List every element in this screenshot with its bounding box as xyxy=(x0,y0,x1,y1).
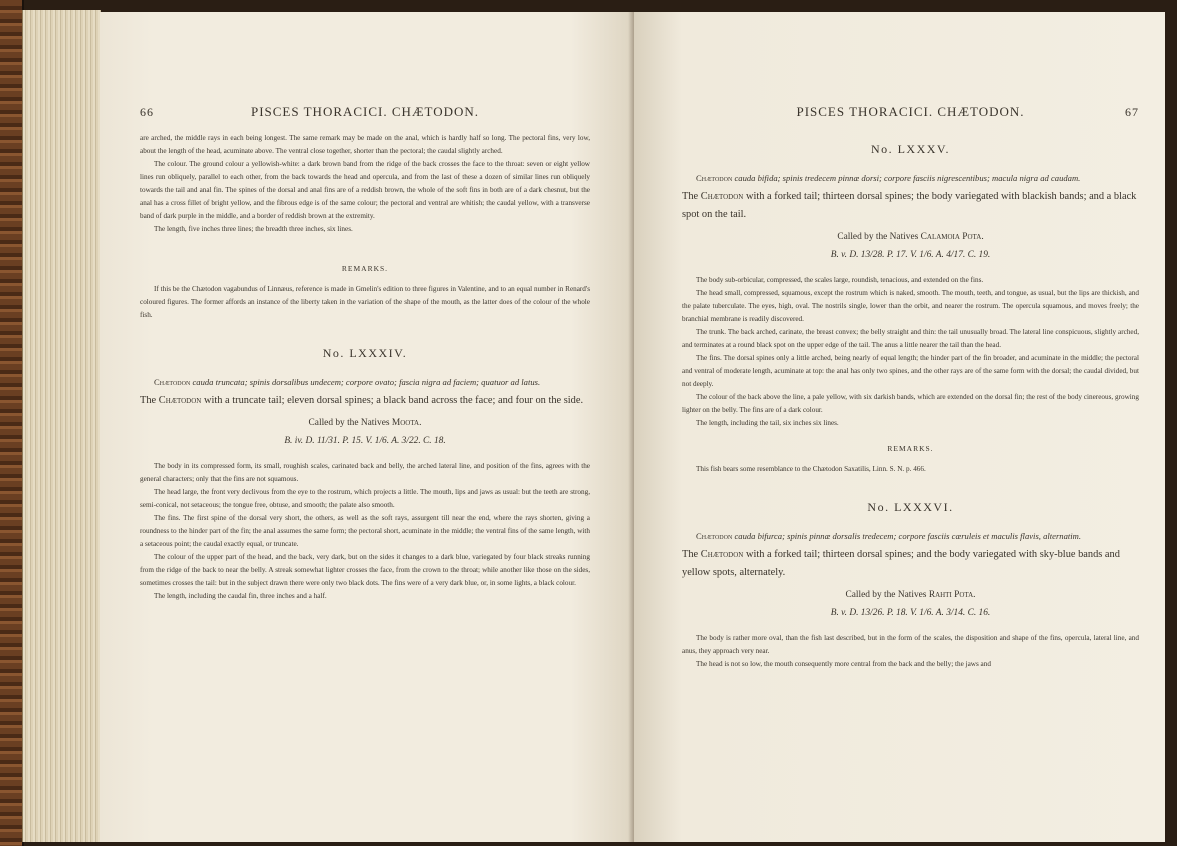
body-paragraph: The body is rather more oval, than the fish last described, but in the form of the scales, the disposition and shape of the fins, opercula, lateral line, and anus, they approach very near. xyxy=(682,634,1139,655)
species-number: No. LXXXV. xyxy=(870,142,951,156)
species-number: No. LXXXVI. xyxy=(867,500,954,514)
remarks-text: This fish bears some resemblance to the Chætodon Saxatilis, Linn. S. N. p. 466. xyxy=(696,465,926,473)
english-article: The xyxy=(682,191,699,202)
left-page xyxy=(100,12,634,842)
latin-description xyxy=(140,375,590,390)
english-article: The xyxy=(682,549,699,560)
latin-text: cauda truncata; spinis dorsalibus undecem; corpore ovato; fascia nigra ad faciem; quatuor ad latus. xyxy=(192,377,541,387)
english-genus: Chætodon xyxy=(700,549,744,560)
called-label: Called by the Natives xyxy=(837,232,919,242)
remarks-heading: REMARKS. xyxy=(341,264,389,273)
native-name-line xyxy=(140,414,590,432)
called-label: Called by the Natives xyxy=(308,418,390,428)
fins-paragraph: The fins. The dorsal spines only a little arched, being nearly of equal length; the hinder part of the fin broader, and acuminate in the middle; the pectoral and ventral of moderate length, acuminate at top: the anal has only two spines, and the other rays are of the same form with the dorsal; the caudal divided, but not deeply. xyxy=(682,354,1139,388)
continuation-paragraph: are arched, the middle rays in each being longest. The same remark may be made on the anal, which is hardly half so long. The pectoral fins, very low, about the length of the head, acuminate above. The ventral close together, shorter than the pectoral; the caudal slightly arched. xyxy=(140,134,590,155)
book-spine xyxy=(0,0,24,846)
called-label: Called by the Natives xyxy=(845,590,927,600)
native-name: Rahti Pota. xyxy=(928,590,976,600)
length-paragraph: The length, including the caudal fin, three inches and a half. xyxy=(154,592,327,600)
left-page-number: 66 xyxy=(140,105,154,119)
remarks-heading: REMARKS. xyxy=(887,444,934,453)
body-paragraph: The body sub-orbicular, compressed, the scales large, roundish, tenacious, and extended on the fins. xyxy=(696,276,984,284)
english-description xyxy=(140,392,590,410)
native-name-line xyxy=(682,586,1139,604)
latin-genus: Chætodon xyxy=(696,531,733,541)
english-description xyxy=(682,546,1139,582)
english-genus: Chætodon xyxy=(700,191,744,202)
head-paragraph: The head is not so low, the mouth consequently more central from the back and the belly; the jaws and xyxy=(696,660,991,668)
length-paragraph: The length, five inches three lines; the breadth three inches, six lines. xyxy=(154,225,353,233)
colour-paragraph: The colour. The ground colour a yellowish-white: a dark brown band from the ridge of the back crosses the face to the throat: seven or eight yellow lines run obliquely, parallel to each other, from the back towards the head and opercula, and from the last of these a dozen of similar lines run obliquely towards the tail and anal fin. The spines of the dorsal and anal fins are of a reddish brown, the whole of the soft fins in both are of a dark chesnut, but the anal has a cross fillet of bright yellow, and the fibrous edge is of the same colour; the pectoral and ventral are whitish; the caudal yellow, with a transverse band of dark purple in the middle, and a border of reddish brown at the extremity. xyxy=(140,160,590,220)
english-article: The xyxy=(140,395,157,406)
colour-paragraph: The colour of the upper part of the head, and the back, very dark, but on the sides it changes to a dark blue, variegated by four black streaks running from the ridge of the back to near the belly. A streak somewhat lighter crosses the face, from the crown to the throat; while another like those on the sides, sometimes crosses the tail: but in the subject drawn there were only two black dots. The fins were of a very dark blue, or, in some lights, a black colour. xyxy=(140,553,590,587)
native-name-line xyxy=(682,228,1139,246)
fin-formula: B. v. D. 13/28. P. 17. V. 1/6. A. 4/17. C. 19. xyxy=(830,250,991,260)
right-running-title: PISCES THORACICI. CHÆTODON. xyxy=(796,104,1025,119)
body-paragraph: The body in its compressed form, its small, roughish scales, carinated back and belly, the arched lateral line, and position of the fins, agrees with the general characters; only that the fins are not squamous. xyxy=(140,462,590,483)
english-text: with a truncate tail; eleven dorsal spines; a black band across the face; and four on the side. xyxy=(203,395,584,406)
fin-formula: B. v. D. 13/26. P. 18. V. 1/6. A. 3/14. C. 16. xyxy=(830,608,991,618)
english-text: with a forked tail; thirteen dorsal spines; the body variegated with blackish bands; and a black spot on the tail. xyxy=(682,191,1137,220)
remarks-text: If this be the Chætodon vagabundus of Linnæus, reference is made in Gmelin's edition to three figures in Valentine, and to an equal number in Renard's coloured figures. The former affords an instance of the liberty taken in the variation of the shape of the mouth, as the latter does of the colour of the whole fish. xyxy=(140,285,590,319)
head-paragraph: The head small, compressed, squamous, except the rostrum which is naked, smooth. The mouth, teeth, and tongue, as usual, but the lips are thickish, and the palate tuberculate. The eyes, high, oval. The nostrils single, lower than the orbit, and nearer the rostrum. The opercula squamous, and moves freely; the branchial membrane is readily discovered. xyxy=(682,289,1139,323)
length-paragraph: The length, including the tail, six inches six lines. xyxy=(696,419,839,427)
native-name: Moota. xyxy=(391,418,422,428)
latin-description xyxy=(682,171,1139,186)
left-running-head xyxy=(140,92,590,132)
latin-text: cauda bifurca; spinis pinnæ dorsalis tredecem; corpore fasciis cæruleis et maculis flavis, alternatim. xyxy=(734,531,1082,541)
species-number: No. LXXXIV. xyxy=(322,346,408,360)
latin-text: cauda bifida; spinis tredecem pinnæ dorsi; corpore fasciis nigrescentibus; macula nigra ad caudam. xyxy=(734,173,1081,183)
right-page xyxy=(634,12,1165,842)
right-page-number: 67 xyxy=(1125,105,1139,119)
fin-formula: B. iv. D. 11/31. P. 15. V. 1/6. A. 3/22. C. 18. xyxy=(284,436,446,446)
latin-description xyxy=(682,529,1139,544)
english-text: with a forked tail; thirteen dorsal spines; and the body variegated with sky-blue bands and yellow spots, alternately. xyxy=(682,549,1120,578)
latin-genus: Chætodon xyxy=(696,173,733,183)
native-name: Calamoia Pota. xyxy=(920,232,984,242)
head-paragraph: The head large, the front very declivous from the eye to the rostrum, which projects a little. The mouth, lips and jaws as usual: but the teeth are strong, semi-conical, not setaceous; the tongue free, obtuse, and smooth; the palate also smooth. xyxy=(140,488,590,509)
trunk-paragraph: The trunk. The back arched, carinate, the breast convex; the belly straight and thin: the tail unusually broad. The lateral line conspicuous, slightly arched, and terminates at a round black spot on the upper edge of the tail. The anus a little nearer the tail than the head. xyxy=(682,328,1139,349)
english-description xyxy=(682,188,1139,224)
latin-genus: Chætodon xyxy=(154,377,191,387)
right-running-head xyxy=(682,92,1139,132)
colour-paragraph: The colour of the back above the line, a pale yellow, with six darkish bands, which are extended on the dorsal fin; the rest of the body cinereous, growing lighter on the belly. The fins are of a dark colour. xyxy=(682,393,1139,414)
english-genus: Chætodon xyxy=(158,395,202,406)
fins-paragraph: The fins. The first spine of the dorsal very short, the others, as well as the soft rays, assurgent till near the end, where the rays shorten, giving a roundness to the hinder part of the fin; the anal assumes the same form; the pectoral short, acuminate in the middle; the ventral fins of the same length, with a setaceous point; the caudal exactly equal, or truncate. xyxy=(140,514,590,548)
left-running-title: PISCES THORACICI. CHÆTODON. xyxy=(250,104,480,119)
page-edges xyxy=(22,10,101,842)
